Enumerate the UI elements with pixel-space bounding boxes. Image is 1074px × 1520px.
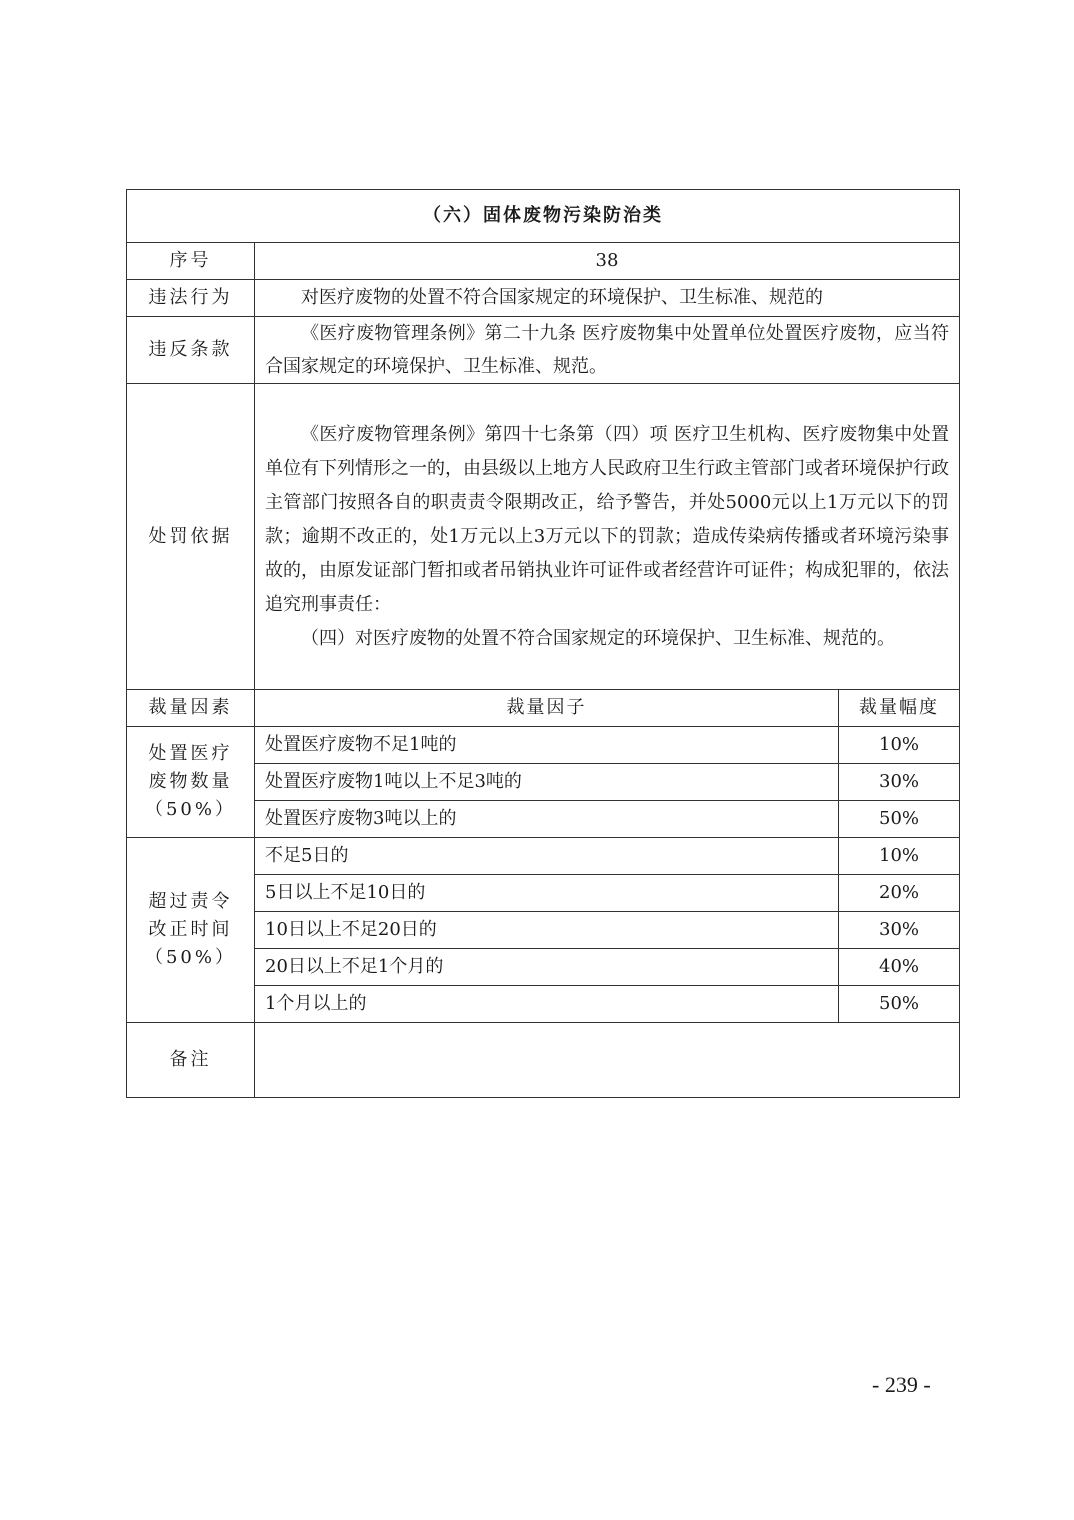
discretion-item: 10日以上不足20日的	[255, 912, 839, 949]
discretion-pct: 20%	[839, 875, 960, 912]
section-title: （六）固体废物污染防治类	[127, 190, 960, 243]
penalty-label: 处罚依据	[127, 384, 255, 690]
discretion-item: 处置医疗废物3吨以上的	[255, 801, 839, 838]
factor-overdue-line-3: （50%）	[144, 947, 236, 968]
discretion-item: 处置医疗废物1吨以上不足3吨的	[255, 764, 839, 801]
factor-quantity-line-3: （50%）	[144, 799, 236, 820]
discretion-pct: 30%	[839, 912, 960, 949]
discretion-item: 1个月以上的	[255, 986, 839, 1023]
penalty-value	[255, 384, 960, 690]
violation-value	[255, 280, 960, 317]
penalty-table	[126, 189, 960, 1098]
remarks-value	[255, 1023, 960, 1098]
penalty-para-2: （四）对医疗废物的处置不符合国家规定的环境保护、卫生标准、规范的。	[301, 627, 895, 649]
discretion-pct: 50%	[839, 986, 960, 1023]
factor-overdue-label	[127, 838, 255, 1023]
seq-value: 38	[255, 243, 960, 280]
discretion-pct: 10%	[839, 727, 960, 764]
clause-label: 违反条款	[127, 317, 255, 384]
remarks-label: 备注	[127, 1023, 255, 1098]
factor-overdue-line-1: 超过责令	[148, 891, 233, 912]
violation-text: 对医疗废物的处置不符合国家规定的环境保护、卫生标准、规范的	[301, 287, 823, 308]
clause-value	[255, 317, 960, 384]
violation-label: 违法行为	[127, 280, 255, 317]
discretion-item-header: 裁量因子	[255, 690, 839, 727]
discretion-item: 20日以上不足1个月的	[255, 949, 839, 986]
discretion-pct: 50%	[839, 801, 960, 838]
discretion-pct: 30%	[839, 764, 960, 801]
factor-overdue-line-2: 改正时间	[148, 919, 233, 940]
discretion-item: 5日以上不足10日的	[255, 875, 839, 912]
factor-quantity-line-1: 处置医疗	[148, 743, 233, 764]
penalty-para-1: 《医疗废物管理条例》第四十七条第（四）项 医疗卫生机构、医疗废物集中处置单位有下列情形之一的，由县级以上地方人民政府卫生行政主管部门或者环境保护行政主管部门按照各自的职责责令限期改正，给予警告，并处5000元以上1万元以下的罚款；逾期不改正的，处1万元以上3万元以下的罚款；造成传染病传播或者环境污染事故的，由原发证部门暂扣或者吊销执业许可证件或者经营许可证件；构成犯罪的，依法追究刑事责任：	[265, 423, 950, 615]
factor-quantity-line-2: 废物数量	[148, 771, 233, 792]
discretion-range-header: 裁量幅度	[839, 690, 960, 727]
discretion-item: 不足5日的	[255, 838, 839, 875]
discretion-item: 处置医疗废物不足1吨的	[255, 727, 839, 764]
seq-label: 序号	[127, 243, 255, 280]
clause-text: 《医疗废物管理条例》第二十九条 医疗废物集中处置单位处置医疗废物，应当符合国家规定的环境保护、卫生标准、规范。	[265, 323, 950, 377]
discretion-factor-header: 裁量因素	[127, 690, 255, 727]
discretion-pct: 10%	[839, 838, 960, 875]
page-number: - 239 -	[872, 1372, 931, 1397]
factor-quantity-label	[127, 727, 255, 838]
discretion-pct: 40%	[839, 949, 960, 986]
